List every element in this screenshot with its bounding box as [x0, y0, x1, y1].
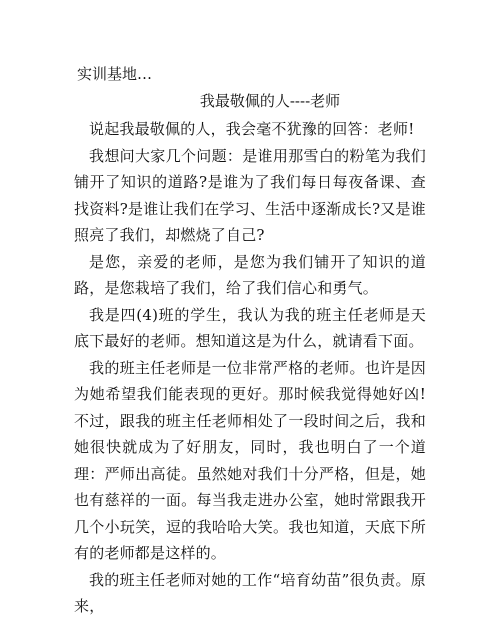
paragraph-1: 说起我最敬佩的人，我会毫不犹豫的回答：老师!	[89, 120, 415, 138]
essay-body	[74, 116, 426, 620]
paragraph-5: 我的班主任老师是一位非常严格的老师。也许是因为她希望我们能表现的更好。那时候我觉得她好凶!不过，跟我的班主任老师相处了一段时间之后，我和她很快就成为了好朋友，同时，我也明白了一个道理：严师出高徒。虽然她对我们十分严格，但是，她也有慈祥的一面。每当我走进办公室，她时常跟我开几个小玩笑，逗的我哈哈大笑。我也知道，天底下所有的老师都是这样的。	[74, 358, 426, 562]
paragraph-3: 是您，亲爱的老师，是您为我们铺开了知识的道路，是您栽培了我们，给了我们信心和勇气。	[74, 252, 426, 297]
paragraph-2: 我想问大家几个问题：是谁用那雪白的粉笔为我们铺开了知识的道路?是谁为了我们每日每夜备课、查找资料?是谁让我们在学习、生活中逐渐成长?又是谁照亮了我们，却燃烧了自己?	[74, 146, 426, 244]
paragraph-4: 我是四(4)班的学生，我认为我的班主任老师是天底下最好的老师。想知道这是为什么，就请看下面。	[74, 305, 426, 350]
intro-line: 实训基地…	[77, 65, 153, 83]
essay-title: 我最敬佩的人----老师	[199, 92, 341, 110]
paragraph-6: 我的班主任老师对她的工作“培育幼苗”很负责。原来，	[74, 570, 426, 615]
